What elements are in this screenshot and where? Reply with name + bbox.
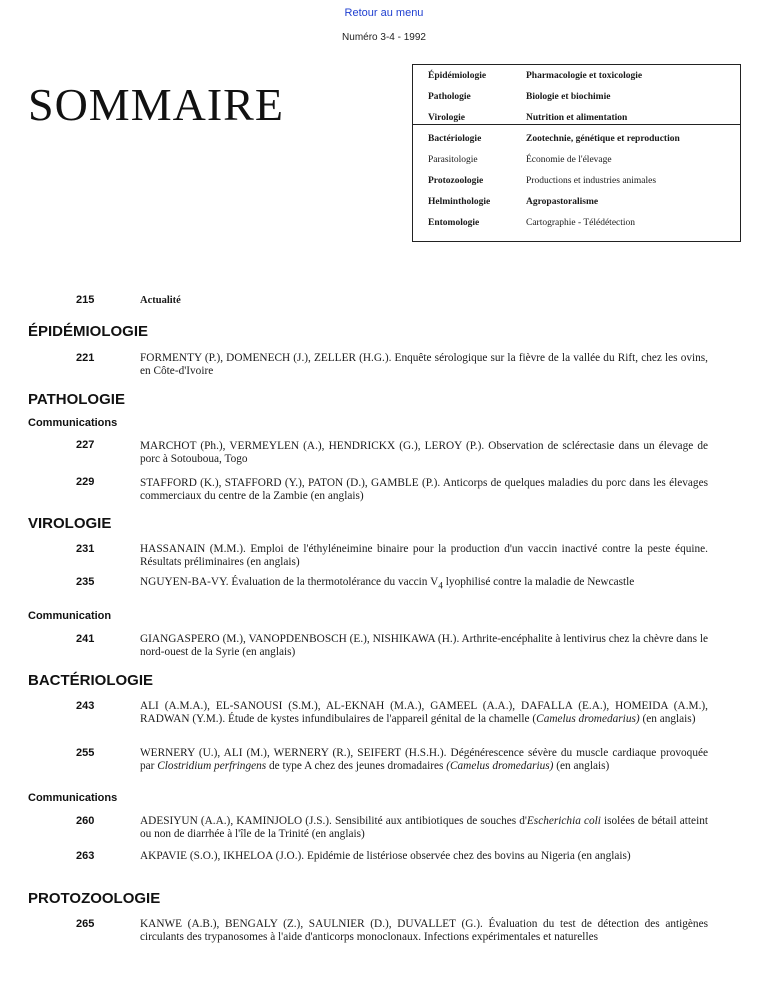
page-number: 263 [76, 850, 95, 862]
article-entry[interactable]: GIANGASPERO (M.), VANOPDENBOSCH (E.), NISHIKAWA (H.). Arthrite-encéphalite à lentivirus chez la chèvre dans le nord-ouest de la Syrie (en anglais) [140, 633, 708, 658]
entry-text: isolées de bétail atteint ou non de diarrhée à l'île de la Trinité (en anglais) [140, 815, 708, 840]
category-left: Virologie [428, 113, 465, 123]
entry-italic: Escherichia coli [526, 815, 601, 827]
page-number: 227 [76, 439, 95, 451]
page-number: 265 [76, 918, 95, 930]
page-number: 243 [76, 700, 95, 712]
category-right: Nutrition et alimentation [526, 113, 628, 123]
category-left: Entomologie [428, 218, 480, 228]
section-heading-bacteriologie: BACTÉRIOLOGIE [28, 672, 154, 689]
category-right: Zootechnie, génétique et reproduction [526, 134, 680, 144]
entry-text: WERNERY (U.), ALI (M.), WERNERY (R.), SEIFERT (H.S.H.). Dégénérescence sévère du muscle cardiaque provoquée par [140, 747, 708, 772]
entry-italic: (Camelus dromedarius) [446, 759, 554, 772]
category-divider [413, 124, 740, 126]
article-entry[interactable]: STAFFORD (K.), STAFFORD (Y.), PATON (D.), GAMBLE (P.). Anticorps de quelques maladies du porc dans les élevages commerciaux du centre de la Zambie (en anglais) [140, 477, 708, 502]
actualite-label[interactable]: Actualité [140, 295, 181, 306]
entry-text: de type A chez des jeunes dromadaires [266, 759, 447, 772]
page-number: 231 [76, 543, 95, 555]
category-right: Agropastoralisme [526, 197, 599, 207]
entry-text: ALI (A.M.A.), EL-SANOUSI (S.M.), AL-EKNAH (M.A.), GAMEEL (A.A.), DAFALLA (E.A.), HOMEIDA (A.M.), RADWAN (Y.M.). Étude de kystes infundibulaires de l'appareil génital de la chamelle ( [140, 700, 708, 725]
section-heading-virologie: VIROLOGIE [28, 515, 112, 532]
page-number: 260 [76, 815, 95, 827]
category-left: Helminthologie [428, 197, 491, 207]
entry-subscript: 4 [438, 581, 443, 592]
article-entry[interactable]: MARCHOT (Ph.), VERMEYLEN (A.), HENDRICKX (G.), LEROY (P.). Observation de sclérectasie dans un élevage de porc à Sotouboua, Togo [140, 440, 708, 465]
subsection-heading: Communication [28, 610, 112, 622]
section-heading-protozoologie: PROTOZOOLOGIE [28, 890, 161, 907]
article-entry[interactable] [140, 700, 708, 725]
page-number: 241 [76, 633, 95, 645]
subsection-heading: Communications [28, 417, 118, 429]
category-row [413, 218, 740, 240]
category-right: Cartographie - Télédétection [526, 218, 636, 228]
entry-text: lyophilisé contre la maladie de Newcastle [442, 576, 635, 588]
entry-italic: Clostridium perfringens [157, 759, 267, 772]
category-right: Productions et industries animales [526, 176, 657, 186]
article-entry[interactable]: HASSANAIN (M.M.). Emploi de l'éthyléneimine binaire pour la production d'un vaccin inactivé contre la peste équine. Résultats préliminaires (en anglais) [140, 543, 708, 568]
category-row [413, 155, 740, 177]
page-title: SOMMAIRE [28, 79, 284, 130]
issue-number: Numéro 3-4 - 1992 [342, 32, 426, 43]
category-left: Bactériologie [428, 134, 482, 144]
category-row [413, 134, 740, 156]
subsection-heading: Communications [28, 792, 118, 804]
back-to-menu-link[interactable]: Retour au menu [344, 7, 424, 19]
category-left: Parasitologie [428, 155, 478, 165]
article-entry[interactable]: KANWE (A.B.), BENGALY (Z.), SAULNIER (D.), DUVALLET (G.). Évaluation du test de détection des antigènes circulants des trypanosomes à l'aide d'anticorps monoclonaux. Infections expérimentales et naturelles [140, 918, 708, 943]
page-number: 215 [76, 294, 95, 306]
entry-text: (en anglais) [639, 712, 696, 725]
category-left: Épidémiologie [428, 71, 487, 81]
category-index-box [412, 64, 741, 242]
page-number: 255 [76, 747, 95, 759]
category-row [413, 176, 740, 198]
section-heading-pathologie: PATHOLOGIE [28, 391, 125, 408]
entry-italic: Camelus dromedarius) [536, 712, 640, 725]
page-number: 235 [76, 576, 95, 588]
category-row [413, 71, 740, 93]
category-left: Protozoologie [428, 176, 484, 186]
category-row [413, 197, 740, 219]
category-row [413, 92, 740, 114]
entry-text: NGUYEN-BA-VY. Évaluation de la thermotolérance du vaccin V [140, 576, 439, 588]
category-right: Biologie et biochimie [526, 92, 611, 102]
category-right: Pharmacologie et toxicologie [526, 71, 643, 81]
section-heading-epidemiologie: ÉPIDÉMIOLOGIE [28, 323, 149, 340]
article-entry[interactable]: AKPAVIE (S.O.), IKHELOA (J.O.). Epidémie de listériose observée chez des bovins au Nigeria (en anglais) [140, 850, 631, 862]
category-right: Économie de l'élevage [526, 155, 612, 165]
category-left: Pathologie [428, 92, 471, 102]
article-entry[interactable]: FORMENTY (P.), DOMENECH (J.), ZELLER (H.G.). Enquête sérologique sur la fièvre de la vallée du Rift, chez les ovins, en Côte-d'Ivoire [140, 352, 708, 377]
page-number: 221 [76, 352, 95, 364]
article-entry[interactable] [140, 747, 708, 772]
article-entry[interactable] [140, 815, 708, 840]
page-number: 229 [76, 476, 95, 488]
entry-text: (en anglais) [553, 759, 610, 772]
entry-text: ADESIYUN (A.A.), KAMINJOLO (J.S.). Sensibilité aux antibiotiques de souches d' [140, 815, 527, 827]
article-entry[interactable] [140, 576, 708, 593]
